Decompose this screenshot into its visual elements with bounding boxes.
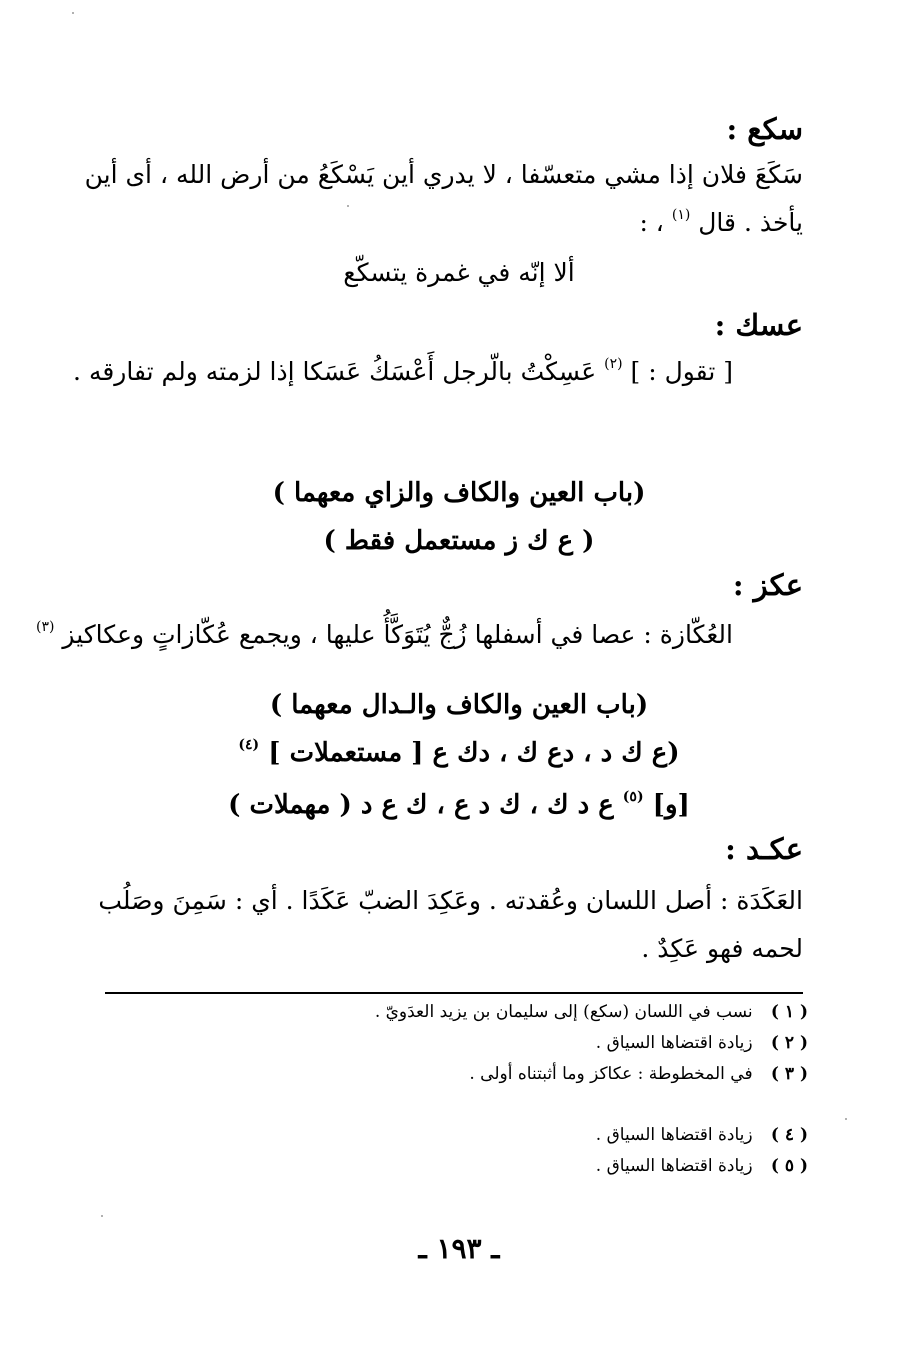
- entry-heading-akaza: عكز :: [732, 568, 803, 602]
- section-title-akd: (باب العين والكاف والـدال معهما ): [269, 690, 649, 720]
- section-title-akz: (باب العين والكاف والزاي معهما ): [272, 478, 646, 508]
- scan-speck: [347, 205, 349, 207]
- footnote-ref-3: (٣): [35, 619, 55, 635]
- entry-asaka-line: [73, 357, 733, 386]
- scan-speck: [72, 12, 74, 14]
- entry-asaka-line-end: عَسِكْتُ بالّرجل أَعْسَكُ عَسَكا إذا لزمته ولم تفارقه .: [73, 357, 597, 386]
- entry-saka-line-2-end: ، :: [639, 208, 664, 237]
- section-line-1-akd: [0, 738, 918, 768]
- footnote-5-text: زيادة اقتضاها السياق .: [595, 1156, 753, 1176]
- scan-speck: [101, 1215, 103, 1217]
- footnote-ref-2: (٢): [604, 356, 623, 372]
- entry-saka-line-2-text: يأخذ . قال: [698, 208, 803, 237]
- footnote-2-number: ( ٢ ): [770, 1033, 808, 1053]
- footnote-1-text: نسب في اللسان (سكع) إلى سليمان بن يزيد العدَويّ .: [374, 1002, 753, 1022]
- section-subtitle-akz: ( ع ك ز مستعمل فقط ): [323, 526, 595, 556]
- entry-akada-line-1: العَكَدَة : أصل اللسان وعُقدته . وعَكِدَ الضبّ عَكَدًا . أي : سَمِنَ وصَلُب: [98, 886, 803, 915]
- footnote-1: [375, 1002, 808, 1022]
- entry-akaza-line: [36, 620, 733, 649]
- footnote-4: [596, 1125, 808, 1145]
- footnote-2-text: زيادة اقتضاها السياق .: [595, 1033, 753, 1053]
- footnote-ref-5: (٥): [622, 789, 644, 805]
- entry-heading-saka: سكع :: [726, 112, 803, 146]
- footnote-ref-1: (١): [671, 207, 691, 223]
- footnote-2: [596, 1033, 808, 1053]
- entry-saka-verse: ألا إنّه في غمرة يتسكّع: [343, 258, 575, 287]
- footnote-3-number: ( ٣ ): [770, 1064, 808, 1084]
- footnote-4-number: ( ٤ ): [770, 1125, 808, 1145]
- section-line-1-akd-text: (ع ك د ، دع ك ، دك ع [ مستعملات ]: [268, 738, 680, 768]
- footnote-ref-4: (٤): [238, 737, 260, 753]
- footnote-1-number: ( ١ ): [770, 1002, 808, 1022]
- footnote-3: [469, 1064, 808, 1084]
- section-line-2-akd-start: [و]: [652, 790, 690, 820]
- entry-heading-asaka: عسك :: [714, 308, 803, 342]
- footnote-4-text: زيادة اقتضاها السياق .: [595, 1125, 753, 1145]
- entry-asaka-line-start: [ تقول : ]: [630, 357, 733, 386]
- scan-speck: [845, 1118, 847, 1120]
- section-line-2-akd: [0, 790, 918, 820]
- entry-saka-line-1: سَكَعَ فلان إذا مشي متعسّفا ، لا يدري أين يَسْكَعُ من أرض الله ، أى أين: [84, 160, 803, 189]
- entry-akaza-line-text: العُكّازة : عصا في أسفلها زُجٌّ يُتَوَكَّأُ عليها ، ويجمع عُكّازاتٍ وعكاكيز: [62, 620, 733, 649]
- entry-saka-line-2: [639, 208, 803, 237]
- entry-akada-line-2: لحمه فهو عَكِدٌ .: [641, 934, 803, 963]
- footnote-3-text: في المخطوطة : عكاكز وما أثبتناه أولى .: [469, 1064, 753, 1084]
- section-line-2-akd-end: ع د ك ، ك د ع ، ك ع د ( مهملات ): [228, 790, 614, 820]
- entry-heading-akada: عكـد :: [725, 832, 803, 866]
- page-number: ـ ١٩٣ ـ: [418, 1232, 500, 1265]
- footnote-5: [596, 1156, 808, 1176]
- footnote-separator: [105, 992, 803, 994]
- footnote-5-number: ( ٥ ): [770, 1156, 808, 1176]
